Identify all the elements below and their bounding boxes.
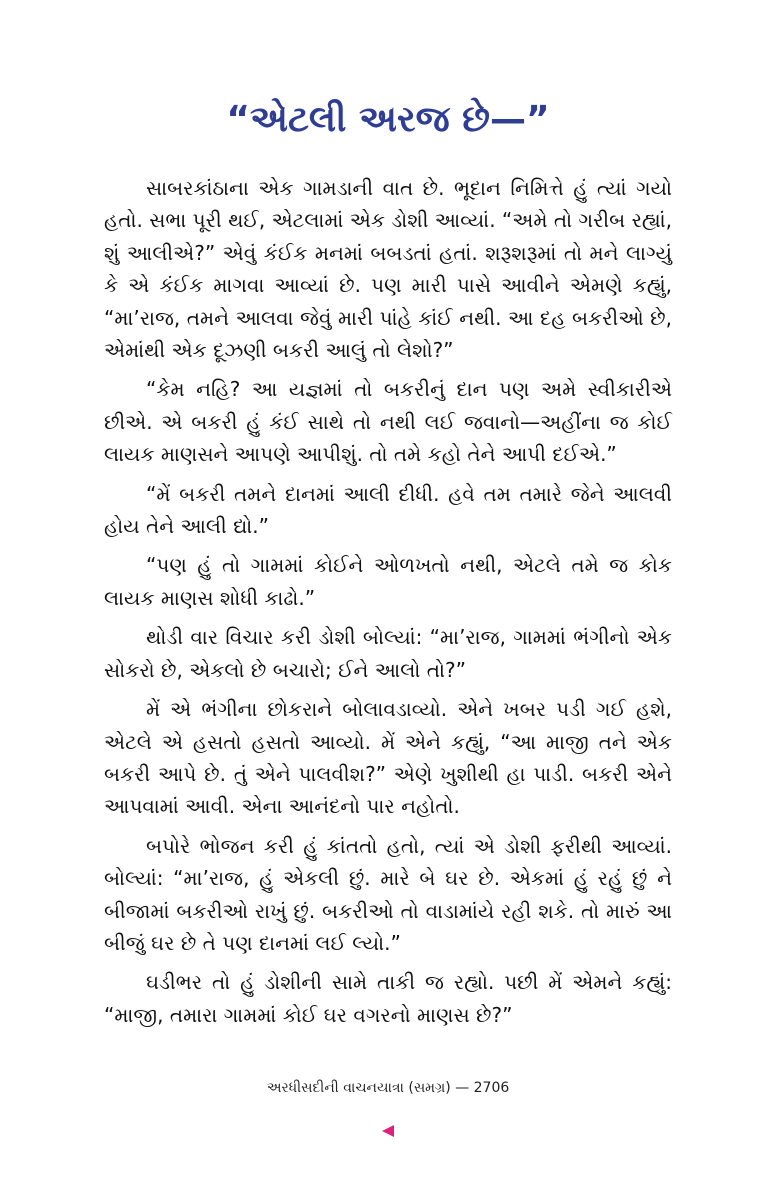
paragraph: મેં એ ભંગીના છોકરાને બોલાવડાવ્યો. એને ખબર પડી ગઈ હશે, એટલે એ હસતો હસતો આવ્યો. મેં એને કહ્યું, “આ માજી તને એક બકરી આપે છે. તું એને પાલવીશ?” એણે ખુશીથી હા પાડી. બકરી એને આપવામાં આવી. એના આનંદનો પાર નહોતો.	[104, 697, 672, 819]
paragraph: થોડી વાર વિચાર કરી ડોશી બોલ્યાં: “મા’રાજ, ગામમાં ભંગીનો એક સોકરો છે, એકલો છે બચારો; ઈને આલો તો?”	[104, 625, 672, 682]
article-body	[104, 172, 672, 1038]
paragraph: “મેં બકરી તમને દાનમાં આલી દીધી. હવે તમ તમારે જેને આલવી હોય તેને આલી દ્યો.”	[104, 481, 672, 539]
paragraph: બપોરે ભોજન કરી હું કાંતતો હતો, ત્યાં એ ડોશી ફરીથી આવ્યાં. બોલ્યાં: “મા’રાજ, હું એકલી છું. મારે બે ઘર છે. એકમાં હું રહું છું ને બીજામાં બકરીઓ રાખું છું. બકરીઓ તો વાડામાંયે રહી શકે. તો મારું આ બીજું ઘર છે તે પણ દાનમાં લઈ લ્યો.”	[104, 833, 672, 955]
prev-page-button[interactable]	[378, 1121, 398, 1141]
paragraph: સાબરકાંઠાના એક ગામડાની વાત છે. ભૂદાન નિમિત્તે હું ત્યાં ગયો હતો. સભા પૂરી થઈ, એટલામાં એક ડોશી આવ્યાં. “અમે તો ગરીબ રહ્યાં, શું આલીએ?” એવું કંઈક મનમાં બબડતાં હતાં. શરૂશરૂમાં તો મને લાગ્યું કે એ કંઈક માગવા આવ્યાં છે. પણ મારી પાસે આવીને એમણે કહ્યું, “મા’રાજ, તમને આલવા જેવું મારી પાંહે કાંઈ નથી. આ દહ બકરીઓ છે, એમાંથી એક દૂઝણી બકરી આલું તો લેશો?”	[104, 176, 672, 363]
page-title: “એટલી અરજ છે—”	[226, 99, 550, 140]
paragraph: “પણ હું તો ગામમાં કોઈને ઓળખતો નથી, એટલે તમે જ કોક લાયક માણસ શોધી કાઢો.”	[104, 553, 672, 610]
paragraph: “કેમ નહિ? આ યજ્ઞમાં તો બકરીનું દાન પણ અમે સ્વીકારીએ છીએ. એ બકરી હું કંઈ સાથે તો નથી લઈ જવાનો—અહીંના જ કોઈ લાયક માણસને આપણે આપીશું. તો તમે કહો તેને આપી દઈએ.”	[104, 377, 672, 467]
paragraph: ઘડીભર તો હું ડોશીની સામે તાકી જ રહ્યો. પછી મેં એમને કહ્યું: “માજી, તમારા ગામમાં કોઈ ઘર વગરનો માણસ છે?”	[104, 970, 672, 1027]
page-footer: અરધીસદીની વાચનયાત્રા (સમગ્ર) — 2706	[266, 1080, 510, 1096]
prev-page-arrow-icon	[378, 1121, 398, 1141]
